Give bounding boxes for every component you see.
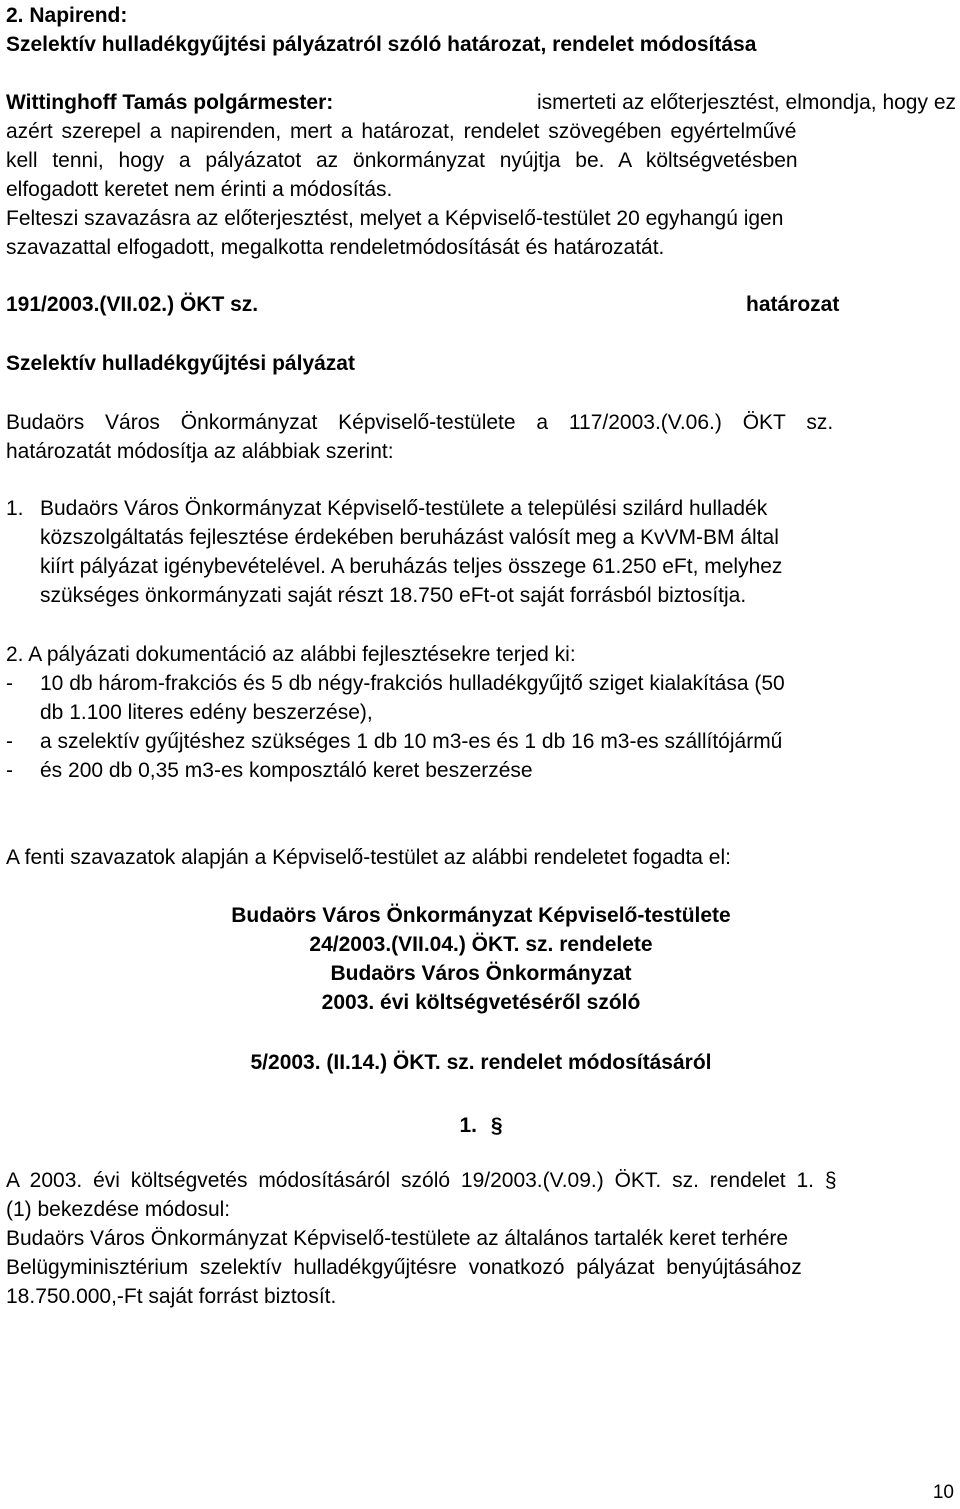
- resolution-preamble: Budaörs Város Önkormányzat Képviselő-testülete a 117/2003.(V.06.) ÖKT sz. határozatát módosítja az alábbiak szerint:: [6, 411, 834, 463]
- resolution-number: 191/2003.(VII.02.) ÖKT sz.: [6, 293, 259, 316]
- decree-body: A 2003. évi költségvetés módosításáról szóló 19/2003.(V.09.) ÖKT. sz. rendelet 1. § (1) bekezdése módosul: Budaörs Város Önkormányzat Képviselő-testülete az általános tartalék keret terhére Belügyminisztérium szelektív hulladékgyűjtésre vonatkozó pályázat benyújtásához 18.750.000,-Ft saját forrást biztosít.: [6, 1169, 837, 1308]
- decree-amends: 5/2003. (II.14.) ÖKT. sz. rendelet módosításáról: [250, 1051, 712, 1074]
- section-sign: §: [490, 1114, 503, 1137]
- list-item: - 10 db három-frakciós és 5 db négy-frakciós hulladékgyűjtő sziget kialakítása (50: [6, 672, 785, 695]
- speaker-name: Wittinghoff Tamás polgármester:: [6, 91, 334, 114]
- agenda-title: Szelektív hulladékgyűjtési pályázatról szóló határozat, rendelet módosítása: [6, 33, 757, 56]
- page-number: 10: [932, 1482, 954, 1503]
- vote-line-1: Felteszi szavazásra az előterjesztést, melyet a Képviselő-testület 20 egyhangú igen: [6, 207, 784, 230]
- resolution-subject: Szelektív hulladékgyűjtési pályázat: [6, 352, 355, 375]
- decree-title: Budaörs Város Önkormányzat Képviselő-testülete 24/2003.(VII.04.) ÖKT. sz. rendelete Budaörs Város Önkormányzat 2003. évi költségvetéséről szóló: [231, 904, 731, 1014]
- point-number: 1.: [6, 497, 24, 520]
- resolution-point-2: 2. A pályázati dokumentáció az alábbi fejlesztésekre terjed ki: - 10 db három-frakciós és 5 db négy-frakciós hulladékgyűjtő sziget kialakítása (50 db 1.100 literes edény beszerzése), - a szelektív gyűjtéshez szükséges 1 db 10 m3-es és 1 db 16 m3-es szállítójármű - és 200 db 0,35 m3-es komposztáló keret beszerzése: [6, 640, 956, 785]
- section-heading: 1. §: [459, 1114, 503, 1137]
- intro-line-4: elfogadott keretet nem érinti a módosítás.: [6, 178, 393, 201]
- list-item: - a szelektív gyűjtéshez szükséges 1 db 10 m3-es és 1 db 16 m3-es szállítójármű: [6, 730, 783, 753]
- agenda-number: 2. Napirend:: [6, 4, 128, 27]
- decree-intro: A fenti szavazatok alapján a Képviselő-testület az alábbi rendeletet fogadta el:: [6, 846, 731, 869]
- list-item: - és 200 db 0,35 m3-es komposztáló keret beszerzése: [6, 759, 533, 782]
- vote-line-2: szavazattal elfogadott, megalkotta rendeletmódosítását és határozatát.: [6, 236, 665, 259]
- intro-paragraph: [6, 88, 956, 204]
- resolution-type: határozat: [746, 293, 840, 316]
- vote-paragraph: [6, 204, 956, 262]
- intro-line-3: kell tenni, hogy a pályázatot az önkormányzat nyújtja be. A költségvetésben: [6, 149, 798, 172]
- resolution-point-1: 1. Budaörs Város Önkormányzat Képviselő-testülete a települési szilárd hulladék közszolgáltatás fejlesztése érdekében beruházást valósít meg a KvVM-BM által kiírt pályázat igénybevételével. A beruházás teljes összege 61.250 eFt, melyhez szükséges önkormányzati saját részt 18.750 eFt-ot saját forrásból biztosítja.: [6, 494, 956, 610]
- intro-line-1: Wittinghoff Tamás polgármester: ismerteti az előterjesztést, elmondja, hogy ez: [6, 88, 956, 117]
- intro-line-2: azért szerepel a napirenden, mert a határozat, rendelet szövegében egyértelművé: [6, 120, 797, 143]
